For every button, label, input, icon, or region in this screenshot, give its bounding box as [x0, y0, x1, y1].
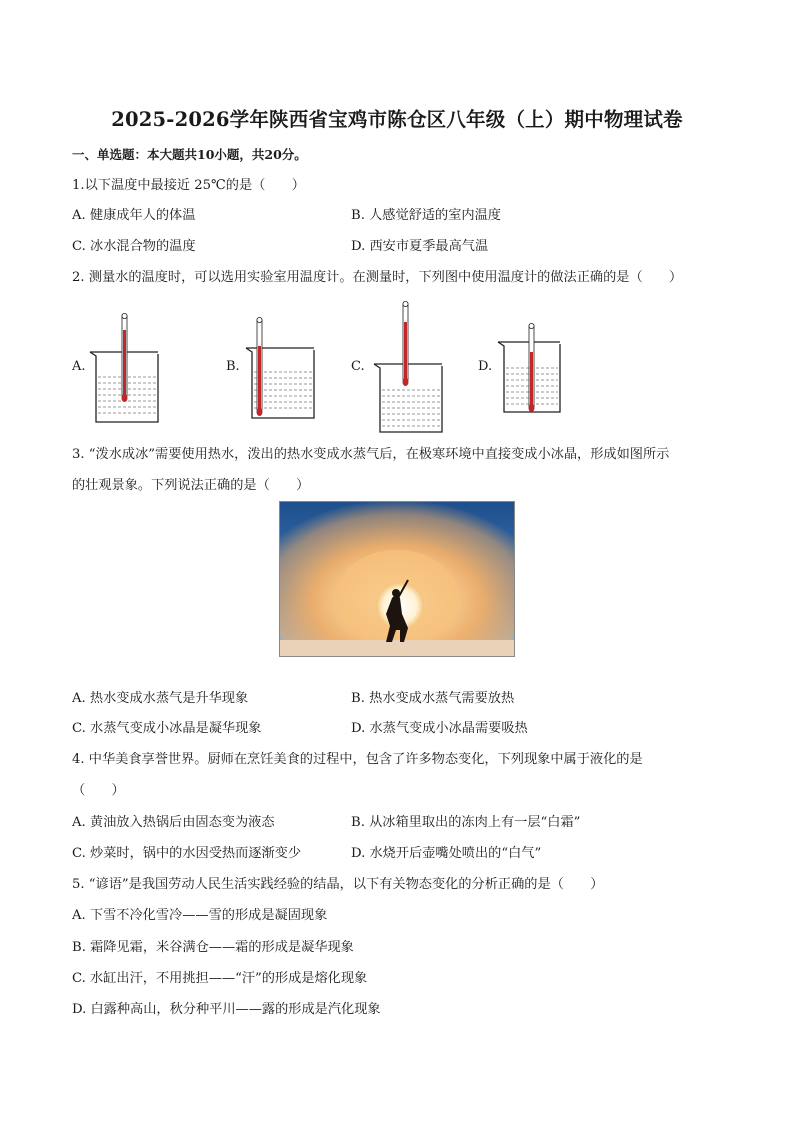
q2-figure-a: [88, 310, 164, 426]
q2-label-a: A.: [72, 359, 86, 374]
q3-option-c: C. 水蒸气变成小冰晶是凝华现象: [72, 721, 262, 736]
q2-label-c: C.: [351, 359, 365, 374]
q2-stem: 2. 测量水的温度时，可以选用实验室用温度计。在测量时，下列图中使用温度计的做法正确的是（ ）: [72, 270, 683, 285]
q4-option-c: C. 炒菜时，锅中的水因受热而逐渐变少: [72, 846, 302, 861]
q1-option-d: D. 西安市夏季最高气温: [351, 239, 489, 254]
q4-stem-line1: 4. 中华美食享誉世界。厨师在烹饪美食的过程中，包含了许多物态变化，下列现象中属于液化的是: [72, 752, 643, 767]
q3-option-a: A. 热水变成水蒸气是升华现象: [72, 691, 249, 706]
q5-option-a: A. 下雪不冷化雪冷——雪的形成是凝固现象: [72, 908, 328, 923]
q3-stem-line1: 3. “泼水成冰”需要使用热水，泼出的热水变成水蒸气后，在极寒环境中直接变成小冰晶，形成如图所示: [72, 447, 670, 462]
q1-option-c: C. 冰水混合物的温度: [72, 239, 196, 254]
q2-figure-b: [244, 310, 320, 426]
q3-photo-splash-ice: [279, 501, 515, 657]
exam-title: 2025-2026学年陕西省宝鸡市陈仓区八年级（上）期中物理试卷: [111, 108, 683, 131]
q5-option-c: C. 水缸出汗，不用挑担——“汗”的形成是熔化现象: [72, 971, 368, 986]
q2-label-d: D.: [478, 359, 493, 374]
q3-option-b: B. 热水变成水蒸气需要放热: [351, 691, 515, 706]
q2-figure-d: [496, 318, 566, 418]
q3-option-d: D. 水蒸气变成小冰晶需要吸热: [351, 721, 528, 736]
q1-option-a: A. 健康成年人的体温: [72, 208, 196, 223]
q1-stem: 1.以下温度中最接近 25℃的是（ ）: [72, 178, 305, 193]
q3-stem-line2: 的壮观景象。下列说法正确的是（ ）: [72, 478, 310, 493]
q5-option-d: D. 白露种高山，秋分种平川——露的形成是汽化现象: [72, 1002, 381, 1017]
q4-stem-line2: （ ）: [72, 783, 125, 798]
q5-stem: 5. “谚语”是我国劳动人民生活实践经验的结晶，以下有关物态变化的分析正确的是（ ）: [72, 877, 604, 892]
q4-option-a: A. 黄油放入热锅后由固态变为液态: [72, 815, 275, 830]
splash-ice-image: [280, 502, 514, 656]
section-heading: 一、单选题：本大题共10小题，共20分。: [72, 147, 307, 162]
q5-option-b: B. 霜降见霜，米谷满仓——霜的形成是凝华现象: [72, 940, 354, 955]
q2-label-b: B.: [226, 359, 240, 374]
q4-option-d: D. 水烧开后壶嘴处喷出的“白气”: [351, 846, 542, 861]
q4-option-b: B. 从冰箱里取出的冻肉上有一层“白霜”: [351, 815, 581, 830]
q2-figure-c: [370, 300, 450, 436]
q1-option-b: B. 人感觉舒适的室内温度: [351, 208, 501, 223]
